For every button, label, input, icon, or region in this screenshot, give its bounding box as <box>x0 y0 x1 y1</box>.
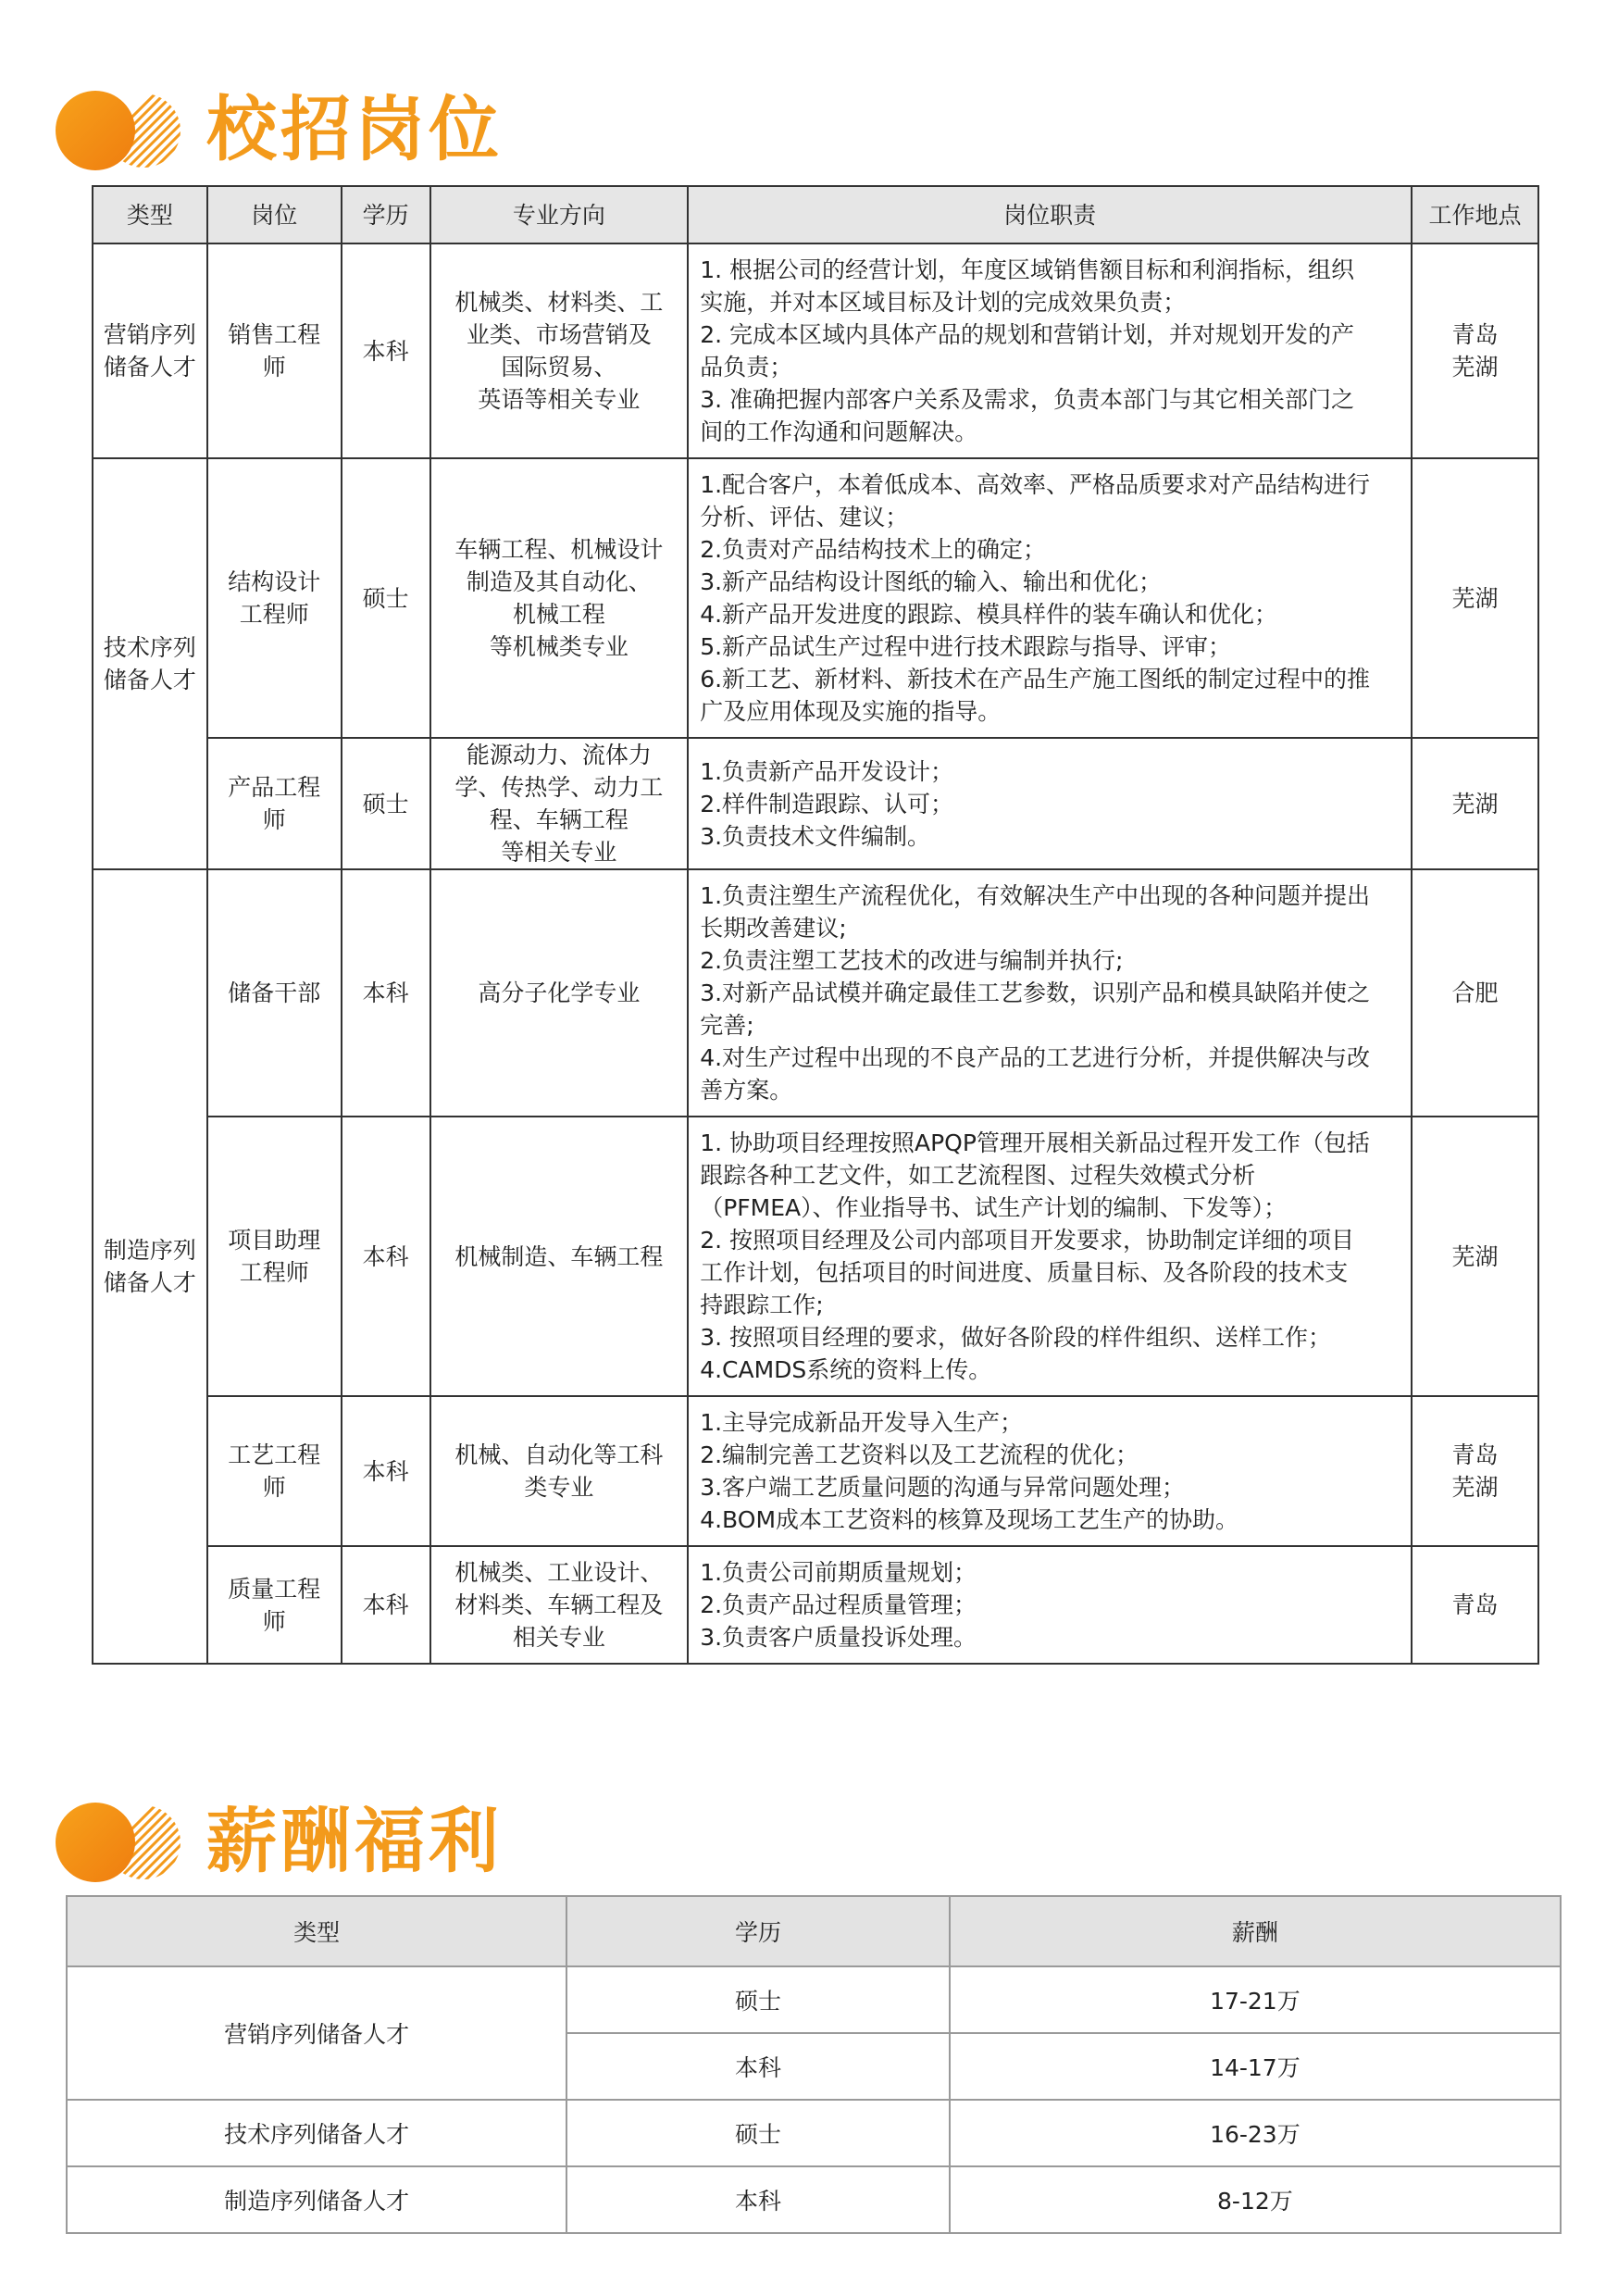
cell-line: 1.主导完成新品开发导入生产； <box>700 1409 1024 1436</box>
job-position <box>207 1396 342 1546</box>
job-major <box>430 869 689 1117</box>
cell-line: 芜湖 <box>1451 584 1499 612</box>
salary-pay: 14-17万 <box>950 2033 1561 2100</box>
job-duties <box>688 869 1412 1117</box>
job-position: 销售工程师 <box>207 243 342 458</box>
job-row <box>93 1396 1538 1546</box>
cell-line: 6.新工艺、新材料、新技术在产品生产施工图纸的制定过程中的推 <box>700 666 1371 693</box>
salary-type: 营销序列储备人才 <box>67 1966 566 2100</box>
cell-line: 4.对生产过程中出现的不良产品的工艺进行分析，并提供解决与改 <box>700 1044 1371 1071</box>
cell-line: 2.负责产品过程质量管理； <box>700 1591 977 1618</box>
cell-line: 储备干部 <box>228 980 321 1006</box>
job-position <box>207 869 342 1117</box>
cell-line: 制造序列 <box>103 1237 196 1264</box>
cell-line: 机械、自动化等工科 <box>454 1441 664 1468</box>
job-position <box>207 458 342 738</box>
cell-line: 学、传热学、动力工 <box>454 774 664 801</box>
cell-line: 机械类、材料类、工 <box>454 289 664 316</box>
job-position <box>207 1117 342 1396</box>
cell-line: 储备人才 <box>103 354 196 381</box>
cell-line: 能源动力、流体力 <box>466 742 652 768</box>
job-row <box>93 458 1538 738</box>
cell-line: 结构设计 <box>228 568 321 595</box>
cell-line: 工作计划，包括项目的时间进度、质量目标、及各阶段的技术支 <box>700 1259 1349 1286</box>
job-row <box>93 738 1538 869</box>
cell-line: 1. 根据公司的经营计划，年度区域销售额目标和利润指标，组织 <box>700 256 1355 283</box>
cell-line: 品负责； <box>700 354 793 381</box>
job-location <box>1412 243 1538 458</box>
salary-type: 制造序列储备人才 <box>67 2166 566 2233</box>
header-location: 工作地点 <box>1412 186 1538 243</box>
job-row <box>93 243 1538 458</box>
job-row <box>93 1117 1538 1396</box>
cell-line: 2.负责对产品结构技术上的确定； <box>700 536 1047 563</box>
cell-line: 实施，并对本区域目标及计划的完成效果负责； <box>700 289 1187 316</box>
job-duties <box>688 243 1412 458</box>
cell-line: 高分子化学专业 <box>478 980 641 1006</box>
cell-line: 1.配合客户，本着低成本、高效率、严格品质要求对产品结构进行 <box>700 471 1371 498</box>
salary-education: 硕士 <box>566 1966 949 2033</box>
cell-line: 国际贸易、 <box>501 354 617 381</box>
salary-pay: 16-23万 <box>950 2100 1561 2166</box>
cell-line: 机械工程 <box>512 601 605 628</box>
cell-line: 等相关专业 <box>501 839 617 866</box>
cell-line: 3.负责客户质量投诉处理。 <box>700 1624 977 1651</box>
job-major <box>430 1117 689 1396</box>
cell-line: 储备人才 <box>103 667 196 693</box>
cell-line: 3.对新产品试模并确定最佳工艺参数，识别产品和模具缺陷并使之 <box>700 980 1371 1006</box>
cell-line: 合肥 <box>1451 980 1499 1006</box>
cell-line: 持跟踪工作; <box>700 1292 824 1318</box>
job-location <box>1412 869 1538 1117</box>
cell-line: 储备人才 <box>103 1269 196 1296</box>
section-heading-jobs <box>54 80 702 181</box>
salary-pay: 17-21万 <box>950 1966 1561 2033</box>
salary-education: 硕士 <box>566 2100 949 2166</box>
job-position <box>207 1546 342 1664</box>
salary-header-pay: 薪酬 <box>950 1896 1561 1966</box>
job-position <box>207 738 342 869</box>
job-major <box>430 738 689 869</box>
job-location <box>1412 1396 1538 1546</box>
cell-line: 跟踪各种工艺文件，如工艺流程图、过程失效模式分析 <box>700 1162 1256 1189</box>
cell-line: 广及应用体现及实施的指导。 <box>700 698 1002 725</box>
cell-line: 2. 按照项目经理及公司内部项目开发要求，协助制定详细的项目 <box>700 1227 1355 1254</box>
cell-line: 芜湖 <box>1451 790 1499 817</box>
cell-line: 2.编制完善工艺资料以及工艺流程的优化； <box>700 1441 1139 1468</box>
header-position: 岗位 <box>207 186 342 243</box>
section-title-salary: 薪酬福利 <box>206 1800 503 1882</box>
job-education: 本科 <box>342 869 430 1117</box>
cell-line: 3.新产品结构设计图纸的输入、输出和优化； <box>700 568 1163 595</box>
jobs-table <box>92 185 1539 1665</box>
salary-table <box>66 1895 1562 2234</box>
cell-line: （PFMEA）、作业指导书、试生产计划的编制、下发等）； <box>700 1194 1288 1221</box>
job-duties <box>688 1396 1412 1546</box>
job-major <box>430 458 689 738</box>
job-location <box>1412 458 1538 738</box>
salary-row <box>67 2166 1561 2233</box>
cell-line: 机械类、工业设计、 <box>454 1559 664 1586</box>
salary-header-row <box>67 1896 1561 1966</box>
cell-line: 4.CAMDS系统的资料上传。 <box>700 1356 992 1383</box>
job-row <box>93 869 1538 1117</box>
cell-line: 质量工程师 <box>228 1575 321 1635</box>
cell-line: 2.样件制造跟踪、认可； <box>700 790 954 817</box>
cell-line: 程、车辆工程 <box>489 806 629 833</box>
section-heading-salary <box>54 1791 702 1893</box>
job-location <box>1412 1117 1538 1396</box>
job-duties <box>688 1117 1412 1396</box>
cell-line: 2.负责注塑工艺技术的改进与编制并执行; <box>700 947 1124 974</box>
job-education: 本科 <box>342 243 430 458</box>
cell-line: 制造及其自动化、 <box>466 568 652 595</box>
cell-line: 等机械类专业 <box>489 633 629 660</box>
cell-line: 4.新产品开发进度的跟踪、模具样件的装车确认和优化； <box>700 601 1278 628</box>
cell-line: 分析、评估、建议； <box>700 504 909 530</box>
cell-line: 完善; <box>700 1012 754 1039</box>
job-education: 硕士 <box>342 458 430 738</box>
job-type <box>93 458 207 869</box>
salary-education: 本科 <box>566 2166 949 2233</box>
orange-circle-logo-icon <box>54 89 183 172</box>
job-type <box>93 869 207 1664</box>
job-education: 硕士 <box>342 738 430 869</box>
cell-line: 工程师 <box>239 1259 309 1286</box>
job-location <box>1412 1546 1538 1664</box>
job-major <box>430 243 689 458</box>
cell-line: 技术序列 <box>103 634 196 661</box>
cell-line: 工艺工程师 <box>228 1441 321 1501</box>
header-education: 学历 <box>342 186 430 243</box>
job-type <box>93 243 207 458</box>
cell-line: 2. 完成本区域内具体产品的规划和营销计划，并对规划开发的产 <box>700 321 1355 348</box>
header-major: 专业方向 <box>430 186 689 243</box>
job-major <box>430 1546 689 1664</box>
salary-header-type: 类型 <box>67 1896 566 1966</box>
cell-line: 相关专业 <box>512 1624 605 1651</box>
cell-line: 间的工作沟通和问题解决。 <box>700 418 978 445</box>
cell-line: 项目助理 <box>228 1227 321 1254</box>
cell-line: 5.新产品试生产过程中进行技术跟踪与指导、评审； <box>700 633 1232 660</box>
cell-line: 3.客户端工艺质量问题的沟通与异常问题处理； <box>700 1474 1186 1501</box>
cell-line: 营销序列 <box>103 321 196 348</box>
cell-line: 3. 准确把握内部客户关系及需求，负责本部门与其它相关部门之 <box>700 386 1355 413</box>
job-duties <box>688 458 1412 738</box>
cell-line: 4.BOM成本工艺资料的核算及现场工艺生产的协助。 <box>700 1506 1239 1533</box>
job-education: 本科 <box>342 1117 430 1396</box>
job-location <box>1412 738 1538 869</box>
cell-line: 青岛 <box>1451 1441 1499 1468</box>
cell-line: 英语等相关专业 <box>478 386 641 413</box>
header-duties: 岗位职责 <box>688 186 1412 243</box>
cell-line: 1. 协助项目经理按照APQP管理开展相关新品过程开发工作（包括 <box>700 1129 1370 1156</box>
salary-row <box>67 1966 1561 2033</box>
cell-line: 长期改善建议; <box>700 915 847 942</box>
cell-line: 材料类、车辆工程及 <box>454 1591 664 1618</box>
cell-line: 芜湖 <box>1451 1474 1499 1501</box>
cell-line: 机械制造、车辆工程 <box>454 1242 664 1270</box>
job-duties <box>688 738 1412 869</box>
cell-line: 善方案。 <box>700 1077 793 1104</box>
cell-line: 1.负责注塑生产流程优化，有效解决生产中出现的各种问题并提出 <box>700 882 1371 909</box>
cell-line: 芜湖 <box>1451 354 1499 381</box>
salary-header-education: 学历 <box>566 1896 949 1966</box>
cell-line: 产品工程师 <box>228 774 321 833</box>
job-education: 本科 <box>342 1396 430 1546</box>
cell-line: 青岛 <box>1451 1591 1499 1618</box>
cell-line: 1.负责新产品开发设计； <box>700 757 954 785</box>
section-title-jobs: 校招岗位 <box>206 88 503 170</box>
cell-line: 工程师 <box>239 601 309 628</box>
cell-line: 青岛 <box>1451 321 1499 348</box>
header-type: 类型 <box>93 186 207 243</box>
salary-type: 技术序列储备人才 <box>67 2100 566 2166</box>
cell-line: 类专业 <box>524 1474 594 1501</box>
cell-line: 1.负责公司前期质量规划； <box>700 1559 977 1586</box>
cell-line: 车辆工程、机械设计 <box>454 536 664 563</box>
salary-education: 本科 <box>566 2033 949 2100</box>
cell-line: 芜湖 <box>1451 1242 1499 1270</box>
cell-line: 业类、市场营销及 <box>466 321 652 348</box>
orange-circle-logo-icon <box>54 1801 183 1884</box>
jobs-header-row <box>93 186 1538 243</box>
cell-line: 3.负责技术文件编制。 <box>700 822 931 850</box>
job-duties <box>688 1546 1412 1664</box>
salary-pay: 8-12万 <box>950 2166 1561 2233</box>
job-major <box>430 1396 689 1546</box>
job-row <box>93 1546 1538 1664</box>
cell-line: 3. 按照项目经理的要求，做好各阶段的样件组织、送样工作； <box>700 1324 1332 1351</box>
job-education: 本科 <box>342 1546 430 1664</box>
salary-row <box>67 2100 1561 2166</box>
